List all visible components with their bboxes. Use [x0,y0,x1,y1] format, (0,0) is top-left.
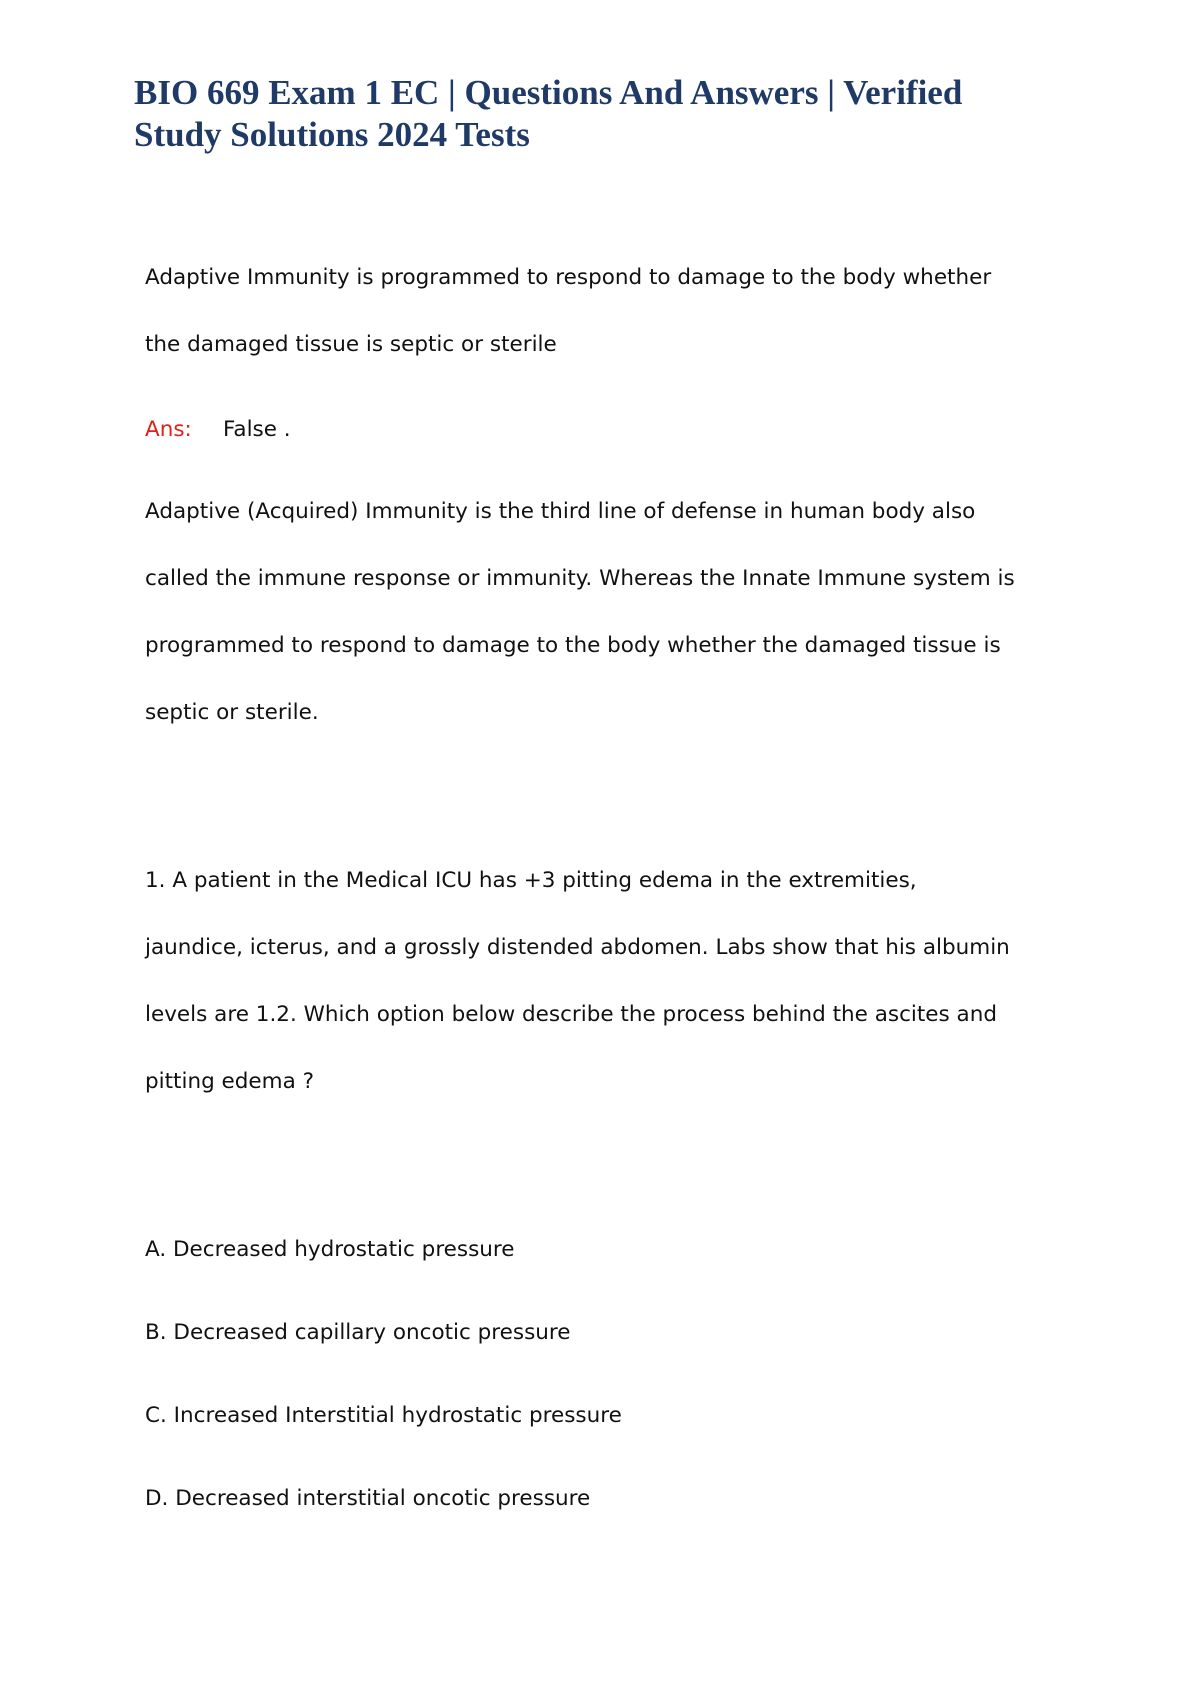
option-b: B. Decreased capillary oncotic pressure [145,1320,571,1345]
explanation-line: called the immune response or immunity. Whereas the Innate Immune system is [145,566,1015,591]
document-title [134,72,1094,156]
question-1-line: the damaged tissue is septic or sterile [145,332,557,357]
title-line-1: BIO 669 Exam 1 EC | Questions And Answers | Verified [134,73,963,112]
question-2-line: pitting edema ? [145,1069,315,1094]
question-2-line: jaundice, icterus, and a grossly distended abdomen. Labs show that his albumin [145,935,1010,960]
option-a: A. Decreased hydrostatic pressure [145,1237,515,1262]
option-c: C. Increased Interstitial hydrostatic pressure [145,1403,622,1428]
title-line-2: Study Solutions 2024 Tests [134,115,530,154]
answer-value: False . [223,417,291,442]
question-1-text [145,244,991,378]
question-1-line: Adaptive Immunity is programmed to respond to damage to the body whether [145,265,992,290]
explanation-line: septic or sterile. [145,700,319,725]
question-2-text [145,847,1010,1115]
explanation-line: Adaptive (Acquired) Immunity is the third line of defense in human body also [145,499,976,524]
question-2-line: levels are 1.2. Which option below describe the process behind the ascites and [145,1002,998,1027]
question-2-line: 1. A patient in the Medical ICU has +3 pitting edema in the extremities, [145,868,917,893]
explanation-text [145,478,1015,746]
explanation-line: programmed to respond to damage to the body whether the damaged tissue is [145,633,1001,658]
answer-label: Ans: [145,417,192,442]
option-d: D. Decreased interstitial oncotic pressure [145,1486,591,1511]
answer-row [145,415,291,445]
